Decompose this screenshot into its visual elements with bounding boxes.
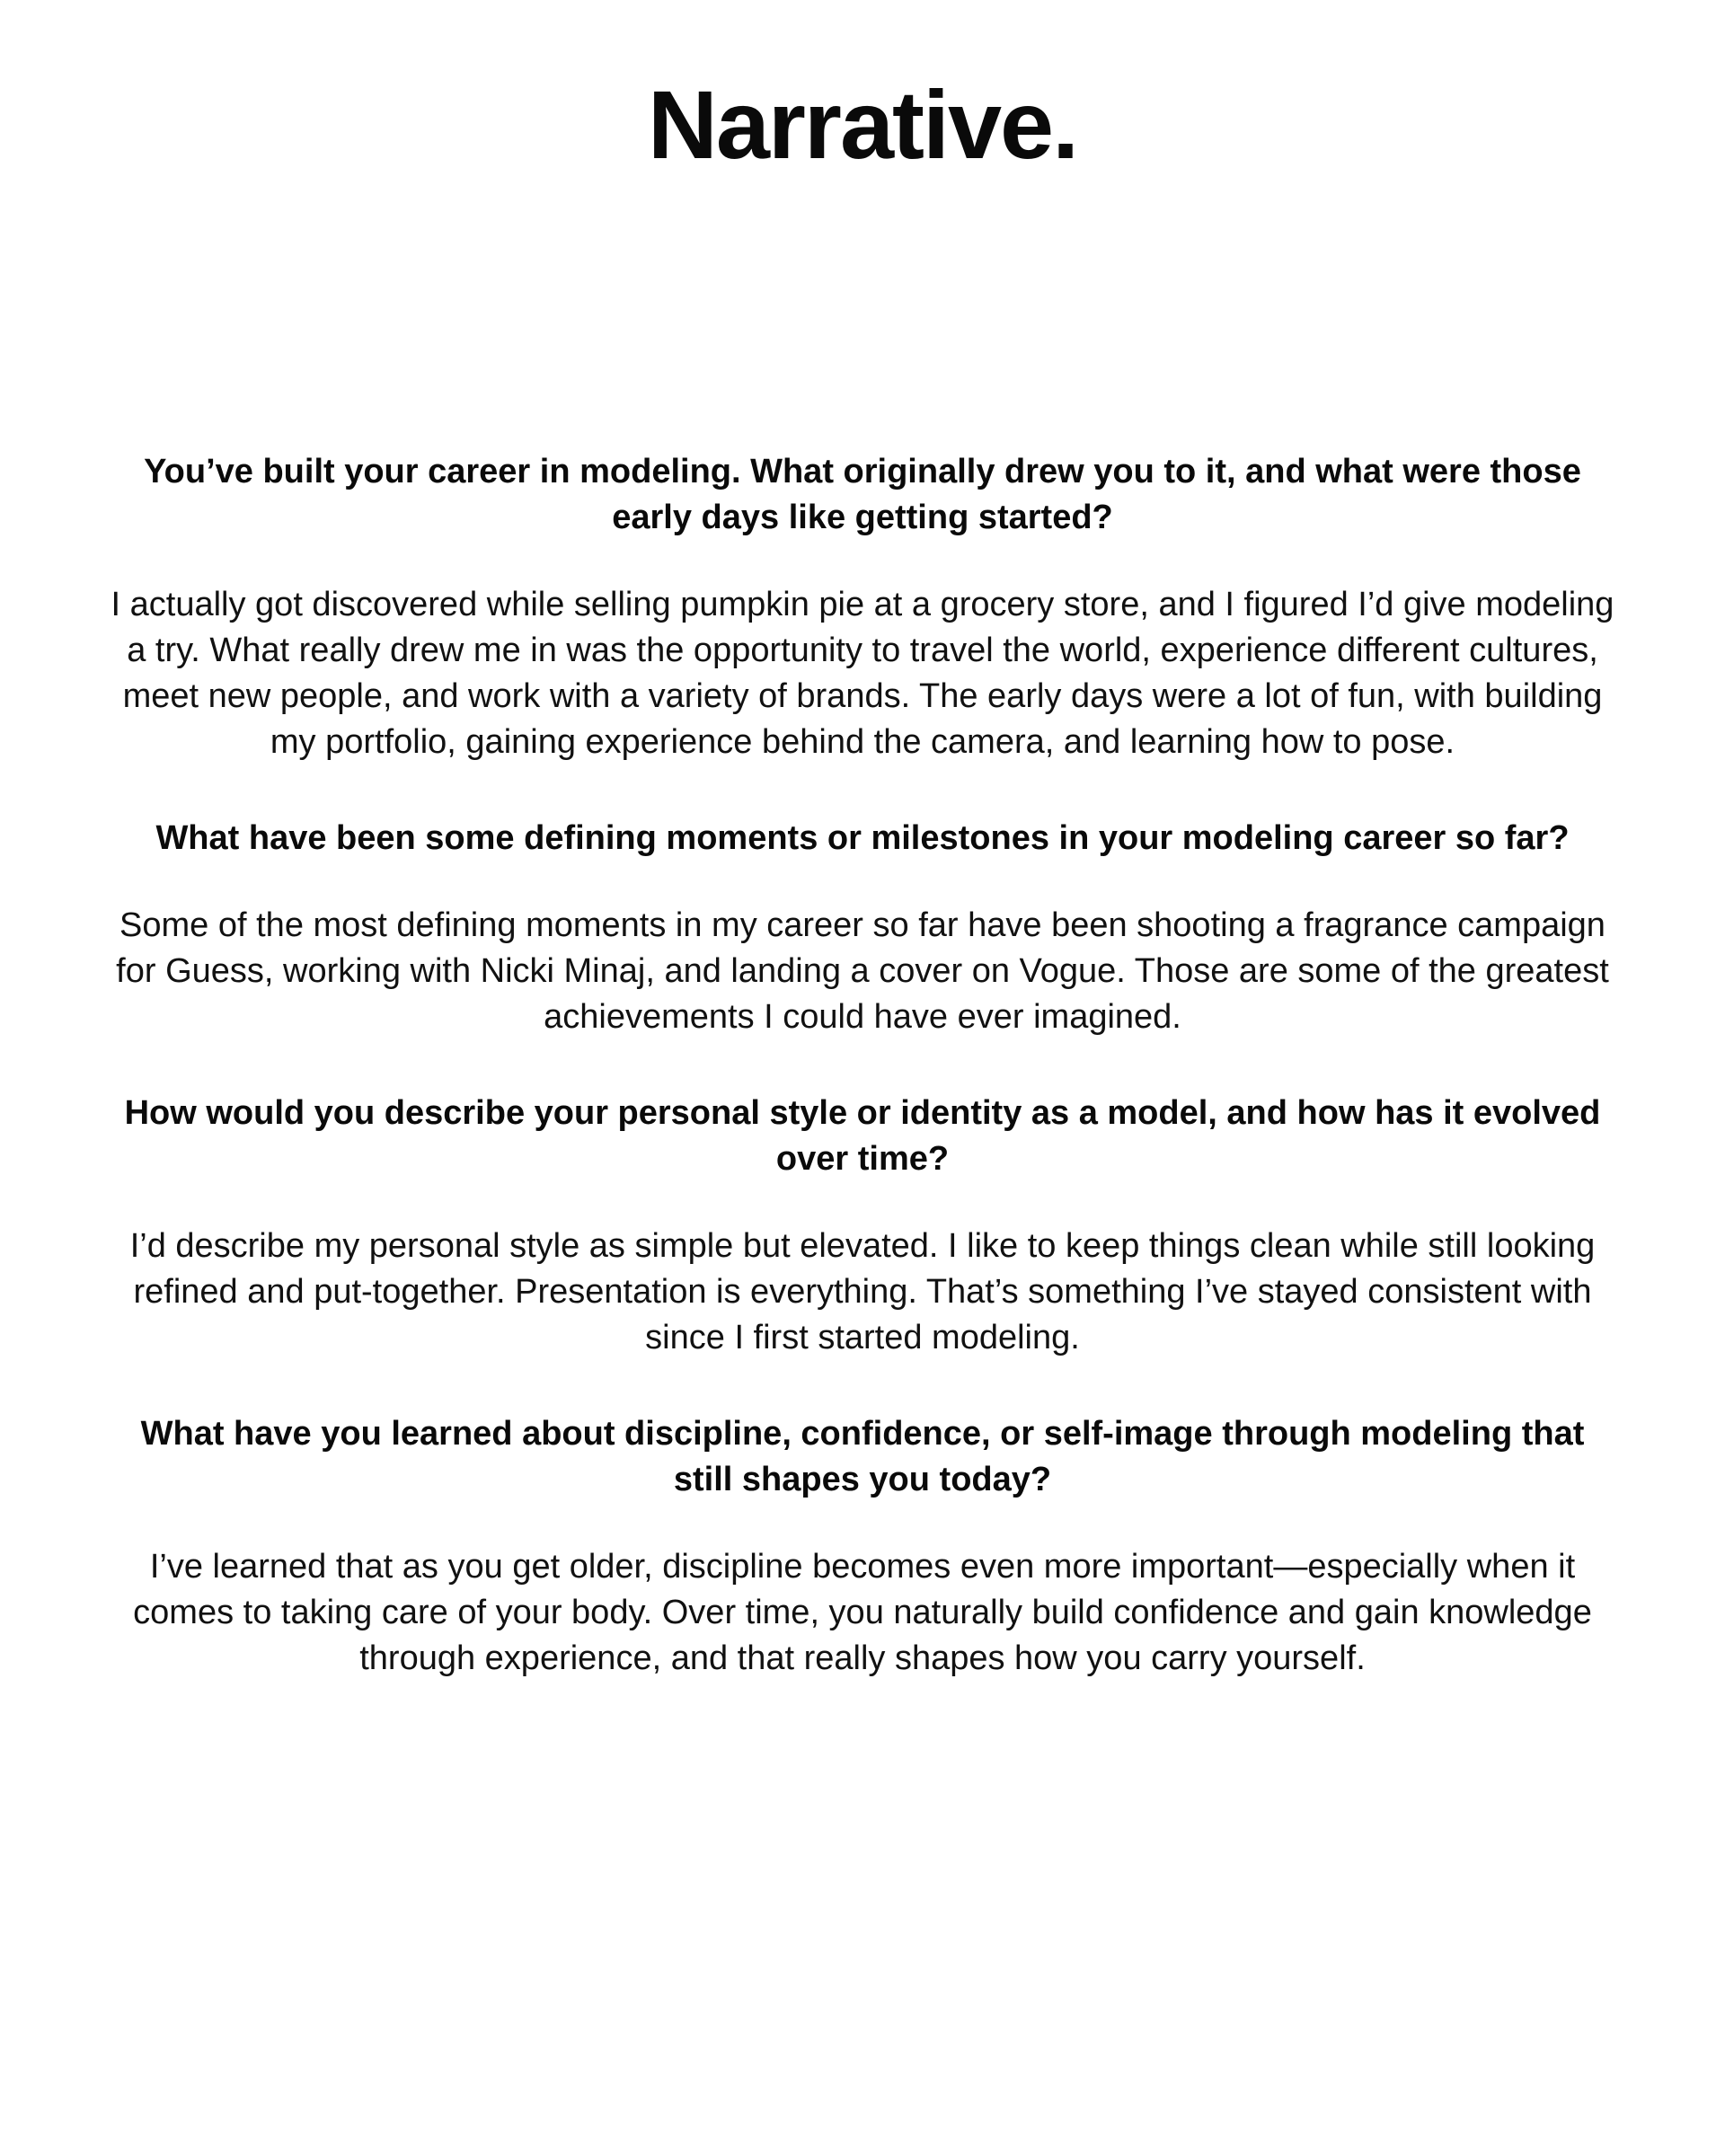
answer-text: Some of the most defining moments in my career so far have been shooting a fragrance campaign for Guess, working with Nicki Minaj, and landing a cover on Vogue. Those are some of the greatest achievements I could have ever imagined. — [116, 906, 1609, 1036]
question-text: How would you describe your personal style or identity as a model, and how has it evolved over time? — [124, 1094, 1601, 1178]
qa-block — [99, 449, 1626, 765]
question-text: What have you learned about discipline, confidence, or self-image through modeling that still shapes you today? — [140, 1415, 1585, 1498]
qa-block — [99, 1411, 1626, 1682]
question-text: What have been some defining moments or milestones in your modeling career so far? — [155, 819, 1570, 857]
interview-section — [99, 449, 1626, 1732]
page-title: Narrative. — [647, 70, 1078, 179]
question-text: You’ve built your career in modeling. What originally drew you to it, and what were those early days like getting started? — [144, 453, 1581, 536]
answer-text: I actually got discovered while selling pumpkin pie at a grocery store, and I figured I’d give modeling a try. What really drew me in was the opportunity to travel the world, experience different cultures, meet new people, and work with a variety of brands. The early days were a lot of fun, with building my portfolio, gaining experience behind the camera, and learning how to pose. — [111, 586, 1614, 761]
answer-text: I’ve learned that as you get older, discipline becomes even more important—especially when it comes to taking care of your body. Over time, you naturally build confidence and gain knowledge through experience, and that really shapes how you carry yourself. — [133, 1548, 1592, 1677]
answer-text: I’d describe my personal style as simple but elevated. I like to keep things clean while still looking refined and put-together. Presentation is everything. That’s something I’ve stayed consistent with since I first started modeling. — [129, 1227, 1596, 1356]
qa-block — [99, 1091, 1626, 1361]
qa-block — [99, 816, 1626, 1040]
